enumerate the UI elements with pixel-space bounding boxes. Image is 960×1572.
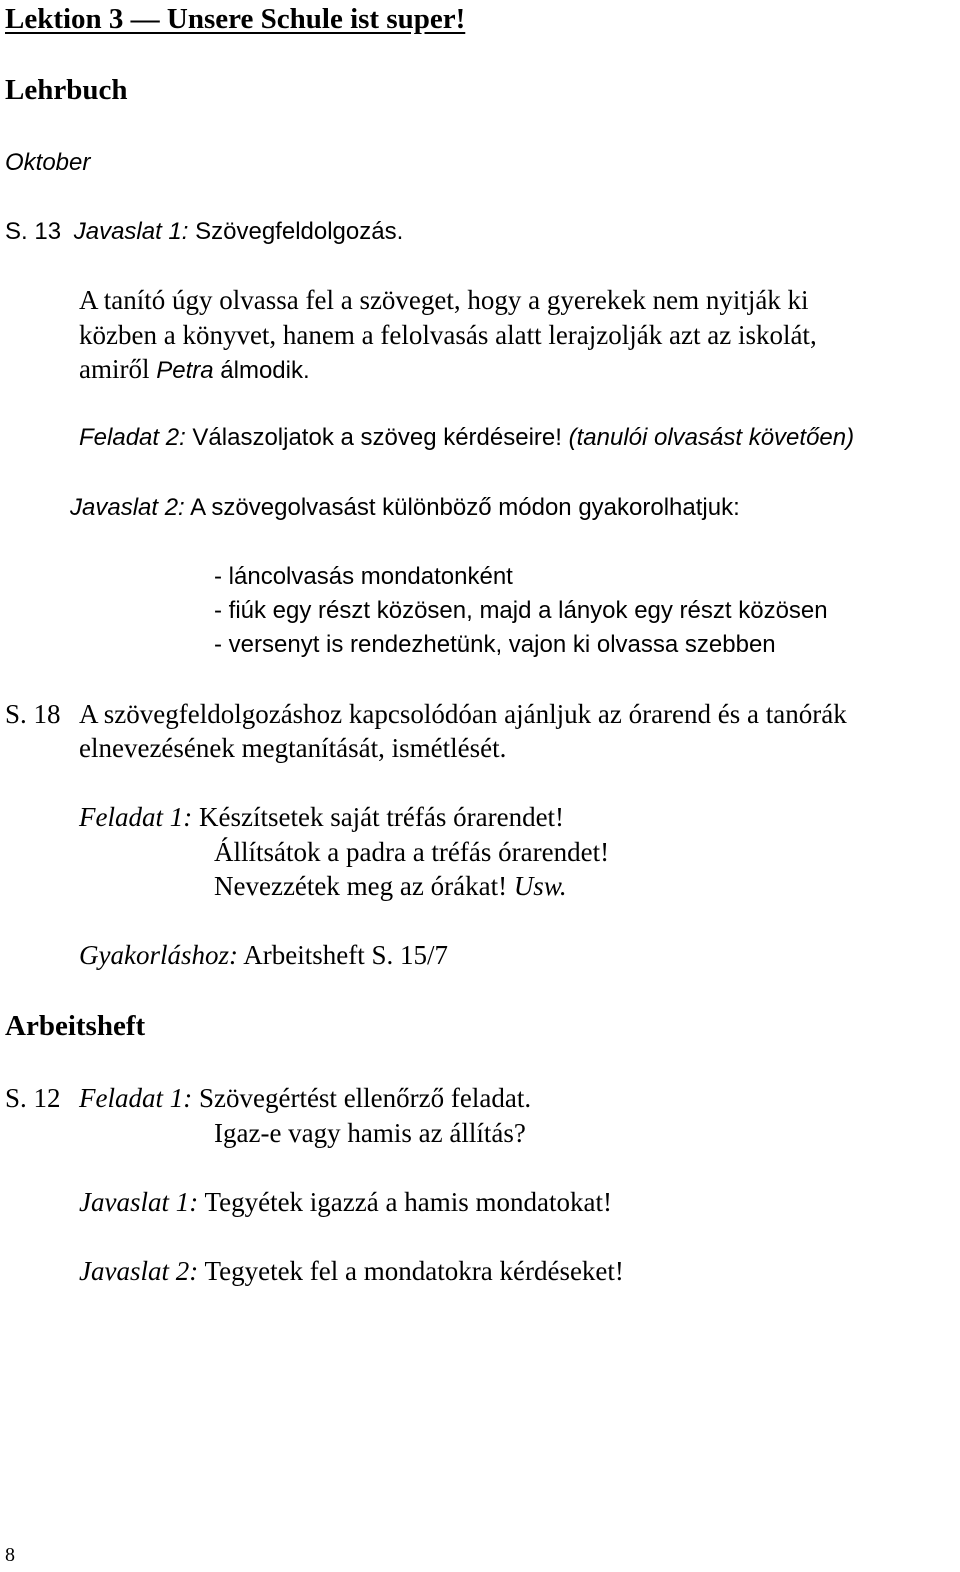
task-text-line: Nevezzétek meg az órákat! Usw. (214, 871, 567, 901)
paragraph-line: közben a könyvet, hanem a felolvasás alatt lerajzolják azt az iskolát, (79, 320, 817, 350)
bullet-item: - fiúk egy részt közösen, majd a lányok egy részt közösen (214, 597, 828, 624)
ah-suggestion-2-line (79, 1254, 624, 1288)
name-petra: Petra (156, 357, 214, 384)
paragraph-line: amiről Petra álmodik. (79, 354, 310, 384)
suggestion-text: A szövegolvasást különböző módon gyakorolhatjuk: (184, 494, 740, 521)
usw-text: Usw. (513, 871, 567, 901)
suggestion-2-line (70, 491, 740, 525)
paragraph-line: A szövegfeldolgozáshoz kapcsolódóan ajánljuk az órarend és a tanórák (79, 699, 847, 729)
task-1-line (79, 800, 564, 834)
suggestion-label: Javaslat 2: (70, 494, 185, 521)
page-title: Lektion 3 — Unsere Schule ist super! (5, 3, 466, 35)
section-heading-arbeitsheft: Arbeitsheft (5, 1010, 146, 1042)
s18-page-ref: S. 18 (5, 699, 61, 729)
task-text: Válaszoljatok a szöveg kérdéseire! (185, 424, 569, 451)
page-number: 8 (5, 1544, 15, 1566)
task-label: Feladat 1: (79, 1083, 193, 1113)
task-2-line (79, 421, 854, 455)
practice-line (79, 938, 448, 972)
s13-line (5, 215, 403, 249)
ah-page-ref: S. 12 (5, 1083, 61, 1113)
practice-label: Gyakorláshoz: (79, 940, 238, 970)
suggestion-text: Tegyétek igazzá a hamis mondatokat! (198, 1187, 612, 1217)
task-text: Szövegértést ellenőrző feladat. (192, 1083, 532, 1113)
task-text: Igaz-e vagy hamis az állítás? (214, 1118, 526, 1148)
suggestion-label: Javaslat 2: (79, 1256, 199, 1286)
ah-task-1-line (79, 1081, 531, 1115)
task-text: Állítsátok a padra a tréfás órarendet! (214, 837, 610, 867)
task-text: Készítsetek saját tréfás órarendet! (192, 802, 565, 832)
suggestion-text: Szövegfeldolgozás. (195, 218, 404, 245)
month-label: Oktober (5, 149, 91, 176)
paragraph-line: elnevezésének megtanítását, ismétlését. (79, 733, 507, 763)
task-label: Feladat 1: (79, 802, 193, 832)
task-label: Feladat 2: (79, 424, 186, 451)
section-heading-lehrbuch: Lehrbuch (5, 74, 128, 106)
paragraph-line: A tanító úgy olvassa fel a szöveget, hogy a gyerekek nem nyitják ki (79, 285, 809, 315)
ah-suggestion-1-line (79, 1185, 612, 1219)
suggestion-label: Javaslat 1: (73, 218, 189, 245)
page-ref: S. 13 (5, 218, 62, 245)
task-note: (tanulói olvasást követően) (568, 424, 855, 451)
practice-text: Arbeitsheft S. 15/7 (237, 940, 448, 970)
bullet-item: - láncolvasás mondatonként (214, 563, 513, 590)
suggestion-label: Javaslat 1: (79, 1187, 199, 1217)
suggestion-text: Tegyetek fel a mondatokra kérdéseket! (198, 1256, 624, 1286)
bullet-item: - versenyt is rendezhetünk, vajon ki olvassa szebben (214, 631, 776, 658)
